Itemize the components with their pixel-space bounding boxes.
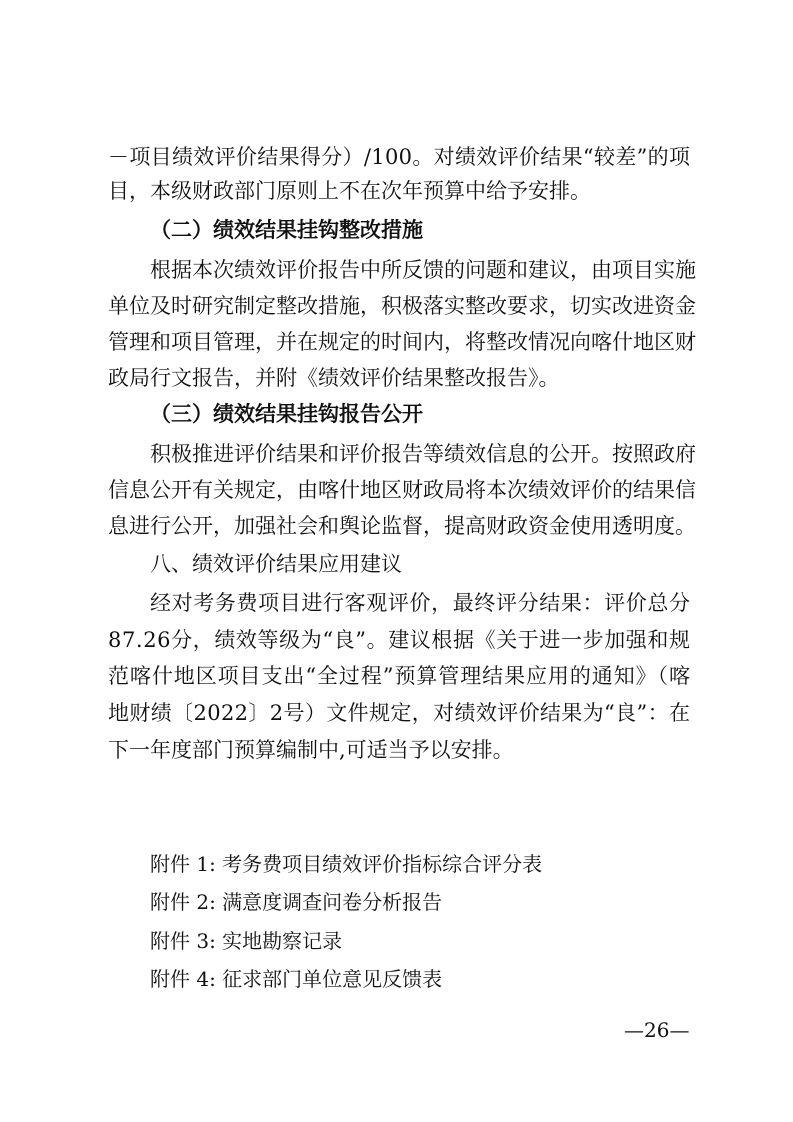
section-heading: （三）绩效结果挂钩报告公开	[150, 401, 423, 426]
section-heading: （二）绩效结果挂钩整改措施	[150, 217, 423, 242]
section-heading: 八、绩效评价结果应用建议	[150, 552, 402, 576]
body-line: 积极推进评价结果和评价报告等绩效信息的公开。按照政府	[150, 442, 696, 466]
body-line: 范喀什地区项目支出“全过程”预算管理结果应用的通知》（喀	[108, 664, 691, 688]
body-line: 87.26分，绩效等级为“良”。建议根据《关于进一步加强和规	[108, 628, 691, 652]
body-line: －项目绩效评价结果得分）/100。对绩效评价结果“较差”的项	[108, 145, 691, 169]
attachment-item: 附件 2: 满意度调查问卷分析报告	[150, 890, 443, 914]
body-line: 信息公开有关规定，由喀什地区财政局将本次绩效评价的结果信	[108, 478, 696, 502]
attachment-item: 附件 1: 考务费项目绩效评价指标综合评分表	[150, 852, 543, 876]
body-line: 地财绩〔2022〕2号）文件规定，对绩效评价结果为“良”：在	[108, 701, 691, 725]
body-line: 下一年度部门预算编制中,可适当予以安排。	[108, 738, 514, 762]
attachment-item: 附件 4: 征求部门单位意见反馈表	[150, 967, 443, 991]
attachment-item: 附件 3: 实地勘察记录	[150, 929, 343, 953]
body-line: 政局行文报告，并附《绩效评价结果整改报告》。	[108, 366, 560, 390]
page-number: —26—	[624, 1018, 690, 1042]
body-line: 管理和项目管理，并在规定的时间内，将整改情况向喀什地区财	[108, 330, 696, 354]
body-line: 单位及时研究制定整改措施，积极落实整改要求，切实改进资金	[108, 294, 696, 318]
body-line: 经对考务费项目进行客观评价，最终评分结果：评价总分	[150, 591, 691, 615]
body-line: 目，本级财政部门原则上不在次年预算中给予安排。	[108, 179, 591, 203]
body-line: 根据本次绩效评价报告中所反馈的问题和建议，由项目实施	[150, 258, 696, 282]
body-line: 息进行公开，加强社会和舆论监督，提高财政资金使用透明度。	[108, 514, 696, 538]
